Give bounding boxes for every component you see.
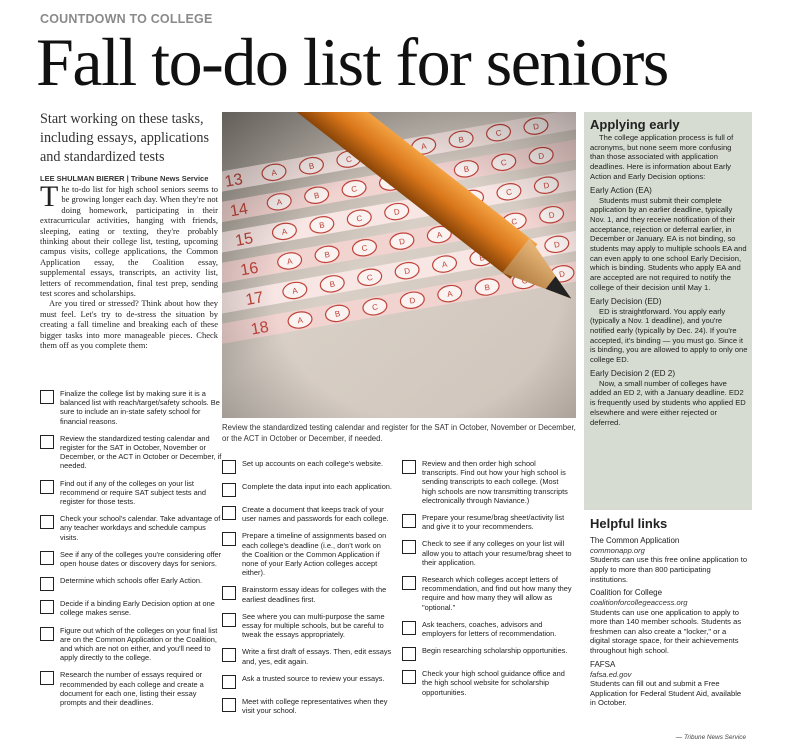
checklist-item-text: Create a document that keeps track of your user names and passwords for each college.	[242, 505, 389, 524]
checklist-item-text: Ask a trusted source to review your essays.	[242, 673, 385, 683]
link-name: FAFSA	[590, 659, 616, 669]
checklist-item-text: Prepare your resume/brag sheet/activity list and give it to your recommenders.	[422, 513, 565, 532]
link-description: Students can fill out and submit a Free Application for Federal Student Aid, available in October.	[590, 678, 742, 708]
checkbox[interactable]	[222, 483, 236, 497]
checklist-item-text: Figure out which of the colleges on your final list are on the Common Application or the Coalition, and which are not on either, and you'll need to apply directly to the college.	[60, 625, 218, 663]
scantron-pencil-photo	[222, 112, 576, 418]
sidebar	[584, 112, 752, 745]
checkbox[interactable]	[402, 514, 416, 528]
checkbox[interactable]	[40, 627, 54, 641]
checklist-item-text: Complete the data input into each application.	[242, 482, 392, 491]
checkbox[interactable]	[40, 435, 54, 449]
checkbox[interactable]	[222, 675, 236, 689]
helpful-links	[590, 516, 748, 708]
photo-illustration	[222, 112, 576, 418]
section-kicker: COUNTDOWN TO COLLEGE	[40, 12, 213, 26]
checkbox[interactable]	[40, 515, 54, 529]
checklist-item-text: Set up accounts on each college's website.	[242, 459, 384, 468]
checklist-item	[40, 626, 222, 663]
early-action-title: Early Action (EA)	[590, 185, 652, 195]
checklist-item-text: Check to see if any colleges on your list will allow you to attach your resume/brag sheet to their application.	[422, 539, 572, 567]
checklist-item	[402, 646, 572, 661]
headline: Fall to-do list for seniors	[36, 24, 668, 100]
checklist-item-text: Find out if any of the colleges on your list recommend or require SAT subject tests and register for those tests.	[60, 478, 206, 507]
checklist-item	[402, 513, 572, 531]
intro-paragraph-1	[40, 180, 218, 299]
deck: Start working on these tasks, including essays, applications and standardized tests	[40, 111, 210, 165]
sidebar-credit: — Tribune News Service	[675, 734, 746, 741]
helpful-links-list	[590, 536, 748, 708]
checkbox[interactable]	[222, 532, 236, 546]
checklist-item	[40, 576, 222, 591]
checklist-item	[222, 585, 392, 603]
checkbox[interactable]	[402, 540, 416, 554]
checklist-item-text: Decide if a binding Early Decision option at one college makes sense.	[60, 599, 215, 618]
checkbox[interactable]	[222, 613, 236, 627]
checkbox[interactable]	[222, 698, 236, 712]
early-action-text: Students must submit their complete application by an earlier deadline, typically Nov. 1, and they receive notification of their acceptance, rejection or deferral earlier, in December or January. EA is not binding, so students may apply to multiple schools EA and can even apply to one school Early Decision, which is binding. Students who apply EA and are accepted are not required to notify the college of their decision until May 1.	[590, 195, 747, 292]
early-decision-2-text: Now, a small number of colleges have added an ED 2, with a January deadline. ED2 is frequently used by students who applied ED elsewhere and were either rejected or deferred.	[590, 378, 746, 427]
link-url[interactable]: fafsa.ed.gov	[590, 669, 632, 679]
link-url[interactable]: coalitionforcollegeaccess.org	[590, 598, 688, 608]
checkbox[interactable]	[402, 460, 416, 474]
checklist-item	[40, 550, 222, 568]
checkbox[interactable]	[402, 670, 416, 684]
early-decision-2-title: Early Decision 2 (ED 2)	[590, 368, 676, 378]
checklist-item	[222, 647, 392, 665]
checklist-item	[222, 505, 392, 523]
checklist-item	[222, 674, 392, 689]
checklist-item	[402, 575, 572, 612]
applying-early-panel	[584, 112, 752, 510]
checklist-item	[222, 531, 392, 577]
checklist-item-text: See if any of the colleges you're considering offer open house dates or discovery days for seniors.	[60, 549, 222, 569]
checkbox[interactable]	[40, 551, 54, 565]
checklist-item-text: Review the standardized testing calendar and register for the SAT in October, November or December, or the ACT in October or December, if needed.	[60, 433, 222, 471]
checklist-item	[40, 479, 222, 507]
checklist-item	[222, 697, 392, 715]
link-name: The Common Application	[590, 536, 680, 545]
checklist-item-text: Check your school's calendar. Take advantage of any teacher workdays and schedule campus visits.	[60, 514, 221, 542]
checklist-item	[222, 459, 392, 474]
checkbox[interactable]	[402, 621, 416, 635]
checklist-column-2	[222, 459, 392, 715]
checklist-item	[402, 459, 572, 505]
applying-early-title: Applying early	[590, 117, 680, 132]
checkbox[interactable]	[402, 576, 416, 590]
checklist-item-text: Determine which schools offer Early Action.	[60, 576, 202, 586]
early-decision-text: ED is straightforward. You apply early (typically a Nov. 1 deadline), and you're notified early (typically by Dec. 24). If you're accepted, it's binding — you must go. Since it is binding, you are allowed to apply to only one college ED.	[590, 306, 748, 365]
link-url[interactable]: commonapp.org	[590, 546, 645, 555]
checklist-item-text: Research the number of essays required or recommended by each college and create a document for each one, listing their essay prompts and their deadlines.	[60, 670, 204, 708]
checklist-item-text: Prepare a timeline of assignments based on each college's deadline (i.e., don't work on the Coalition or the Common Application if none of your Early Action colleges accept either).	[242, 531, 387, 578]
photo-caption: Review the standardized testing calendar and register for the SAT in October, November or December, or the ACT in October or December, if needed.	[222, 423, 576, 443]
intro-text	[40, 180, 218, 351]
checklist-item-text: Research which colleges accept letters of recommendation, and find out how many they require and how many they will allow as "optional."	[422, 575, 572, 612]
helpful-links-title: Helpful links	[590, 516, 668, 531]
checklist-item	[402, 620, 572, 638]
checkbox[interactable]	[40, 600, 54, 614]
byline: LEE SHULMAN BIERER | Tribune News Service	[40, 174, 209, 183]
link-description: Students can use one application to apply to more than 140 member schools. Students as freshmen can also create a "locker," or a digital storage space, for their achievements throughout high school.	[590, 607, 742, 655]
checklist-item	[40, 514, 222, 542]
checklist-item-text: Meet with college representatives when they visit your school.	[242, 696, 388, 716]
checkbox[interactable]	[222, 506, 236, 520]
checkbox[interactable]	[222, 586, 236, 600]
checklist-item	[40, 670, 222, 707]
checklist-item	[222, 482, 392, 497]
checklist-item	[40, 434, 222, 471]
applying-early-intro: The college application process is full of acronyms, but none seem more confusing than those associated with application deadlines. Here is information about Early Action and Early Decision options:	[590, 133, 734, 181]
checklist-item-text: Review and then order high school transcripts. Find out how your high school is sending transcripts to each college. (Most high schools are now transmitting transcripts electronically through Naviance.)	[422, 459, 568, 505]
checklist-item	[40, 599, 222, 617]
link-description: Students can use this free online application to apply to more than 800 participating institutions.	[590, 555, 748, 584]
checklist-item-text: Begin researching scholarship opportunities.	[422, 646, 568, 656]
checklist-column-3	[402, 459, 572, 697]
checkbox[interactable]	[40, 577, 54, 591]
checklist-item-text: Brainstorm essay ideas for colleges with the earliest deadlines first.	[242, 585, 387, 604]
checklist-item	[40, 389, 222, 426]
checklist-item-text: See where you can multi-purpose the same essay for multiple schools, but be careful to tweak the essays appropriately.	[242, 611, 385, 640]
intro-paragraph-1-text: he to-do list for high school seniors seems to be growing longer each day. When they're not doing homework, participating in their extracurricular activities, hanging with friends, sleeping, eating or texting, they're probably thinking about their college list, testing, upcoming campus visits, college applications, the Common Application essay, the Coalition essay, supplemental essays, transcripts, an activity list, letters of recommendation, final test prep, sending test scores and scholarships.	[40, 184, 218, 299]
link-name: Coalition for College	[590, 588, 663, 598]
checkbox[interactable]	[40, 390, 54, 404]
checkbox[interactable]	[40, 671, 54, 685]
checklist-item-text: Ask teachers, coaches, advisors and employers for letters of recommendation.	[422, 619, 557, 639]
checklist-item	[222, 612, 392, 640]
early-decision-title: Early Decision (ED)	[590, 296, 662, 306]
checklist-item	[402, 669, 572, 697]
checkbox[interactable]	[222, 648, 236, 662]
checklist-item-text: Finalize the college list by making sure it is a balanced list with reach/target/safety schools. Be sure to include an in-state safety school for financial reasons.	[60, 389, 220, 426]
checklist-item	[402, 539, 572, 567]
dropcap: T	[40, 180, 59, 213]
checkbox[interactable]	[222, 460, 236, 474]
checkbox[interactable]	[40, 480, 54, 494]
intro-paragraph-2: Are you tired or stressed? Think about how they must feel. Let's try to de-stress the situation by creating a fall timeline and breaking each of these bigger tasks into more manageable pieces. Check them off as you complete them:	[40, 298, 218, 351]
checklist-column-1	[40, 389, 222, 707]
checklist-item-text: Write a first draft of essays. Then, edit essays and, yes, edit again.	[242, 647, 392, 666]
checklist-item-text: Check your high school guidance office and the high school website for scholarship opportunities.	[422, 669, 565, 697]
checkbox[interactable]	[402, 647, 416, 661]
